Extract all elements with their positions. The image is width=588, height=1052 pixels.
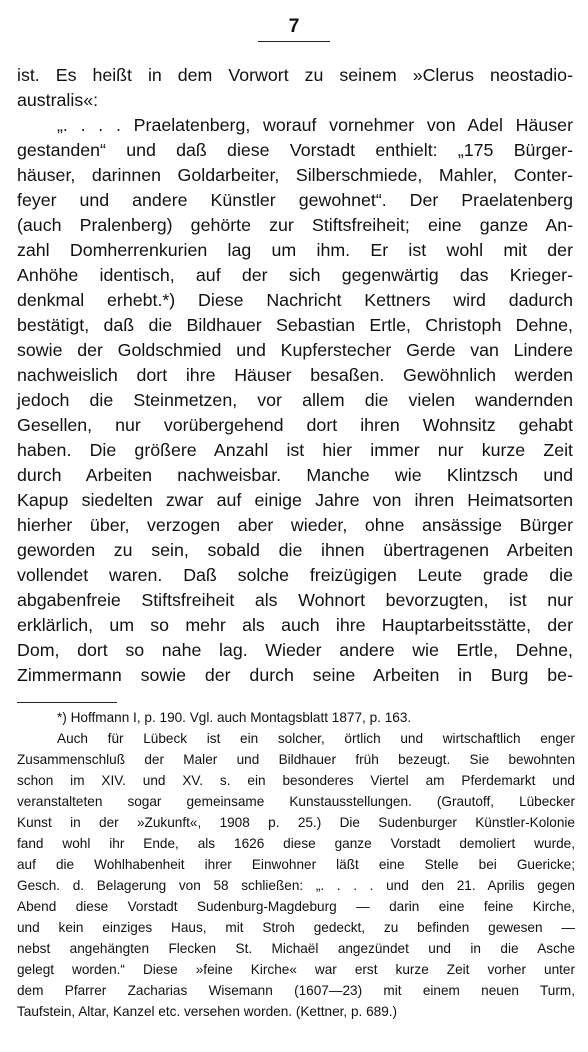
page-number-rule (258, 41, 330, 42)
footnote-line: Kunst in der »Zukunft«, 1908 p. 25.) Die Sudenburger Künstler-Kolonie (17, 815, 575, 830)
footnote-line: Abend diese Vorstadt Sudenburg-Magdeburg — darin eine feine Kirche, (17, 899, 575, 914)
body-line: Gesellen, nur vorübergehend dort ihren Wohnsitz gehabt (17, 415, 573, 435)
body-line: zahl Domherrenkurien lag um ihm. Er ist wohl mit der (17, 240, 573, 260)
body-line: feyer und andere Künstler gewohnet“. Der Praelatenberg (17, 190, 573, 210)
body-line: haben. Die größere Anzahl ist hier immer nur kurze Zeit (17, 440, 573, 460)
body-line: ist. Es heißt in dem Vorwort zu seinem »Clerus neostadio- (17, 65, 573, 85)
body-line: Dom, dort so nahe lag. Wieder andere wie Ertle, Dehne, (17, 640, 573, 660)
body-line: hierher über, verzogen aber wieder, ohne ansässige Bürger (17, 515, 573, 535)
body-line: abgabenfreie Stiftsfreiheit als Wohnort bevorzugten, ist nur (17, 590, 573, 610)
body-line: (auch Pralenberg) gehörte zur Stiftsfreiheit; eine ganze An- (17, 215, 573, 235)
footnote-line: und kein einziges Haus, mit Stroh gedeckt, zu befinden gewesen — (17, 920, 575, 935)
body-line: erklärlich, um so mehr als auch ihre Hauptarbeitsstätte, der (17, 615, 573, 635)
footnote-line: veranstalteten sogar gemeinsame Kunstausstellungen. (Grautoff, Lübecker (17, 794, 575, 809)
body-line: denkmal erhebt.*) Diese Nachricht Kettners wird dadurch (17, 290, 573, 310)
footnote-line: dem Pfarrer Zacharias Wisemann (1607—23) mit einem neuen Turm, (17, 983, 575, 998)
body-line: vollendet waren. Daß solche freizügigen Leute grade die (17, 565, 573, 585)
body-line: Kapup siedelten zwar auf einige Jahre von ihren Heimatsorten (17, 490, 573, 510)
footnote-separator (17, 702, 117, 703)
body-line: geworden zu sein, sobald die ihnen übertragenen Arbeiten (17, 540, 573, 560)
footnote-line: Gesch. d. Belagerung von 58 schließen: „. . . . und den 21. Aprilis gegen (17, 878, 575, 893)
footnote-line: nebst angehängten Flecken St. Michaël angezündet und in die Asche (17, 941, 575, 956)
page-number: 7 (288, 16, 300, 37)
body-line: Anhöhe identisch, auf der sich gegenwärtig das Krieger- (17, 265, 573, 285)
body-line: australis«: (17, 90, 99, 110)
body-line: „. . . . Praelatenberg, worauf vornehmer von Adel Häuser (57, 115, 573, 135)
body-line: bestätigt, daß die Bildhauer Sebastian Ertle, Christoph Dehne, (17, 315, 573, 335)
footnote-line: *) Hoffmann I, p. 190. Vgl. auch Montagsblatt 1877, p. 163. (57, 710, 412, 725)
body-line: Zimmermann sowie der durch seine Arbeiten in Burg be- (17, 665, 573, 685)
footnote-line: gelegt worden.“ Diese »feine Kirche« war erst kurze Zeit vorher unter (17, 962, 575, 977)
footnote-line: schon im XIV. und XV. s. ein besonderes Viertel am Pferdemarkt und (17, 773, 575, 788)
footnote-line: Taufstein, Altar, Kanzel etc. versehen worden. (Kettner, p. 689.) (17, 1004, 398, 1019)
body-line: durch Arbeiten nachweisbar. Manche wie Klintzsch und (17, 465, 573, 485)
body-line: häuser, darinnen Goldarbeiter, Silberschmiede, Mahler, Conter- (17, 165, 573, 185)
footnote-line: fand wohl ihr Ende, als 1626 diese ganze Vorstadt demoliert wurde, (17, 836, 575, 851)
body-line: gestanden“ und daß diese Vorstadt enthielt: „175 Bürger- (17, 140, 573, 160)
body-line: jedoch die Steinmetzen, vor allem die vielen wandernden (17, 390, 573, 410)
footnote-line: Zusammenschluß der Maler und Bildhauer früh bezeugt. Sie bewohnten (17, 752, 575, 767)
footnote-line: Auch für Lübeck ist ein solcher, örtlich und wirtschaftlich enger (57, 731, 575, 746)
footnote-line: auf die Wohlhabenheit ihrer Einwohner läßt eine Stelle bei Guericke; (17, 857, 575, 872)
body-line: sowie der Goldschmied und Kupferstecher Gerde van Lindere (17, 340, 573, 360)
body-line: nachweislich dort ihre Häuser besaßen. Gewöhnlich werden (17, 365, 573, 385)
